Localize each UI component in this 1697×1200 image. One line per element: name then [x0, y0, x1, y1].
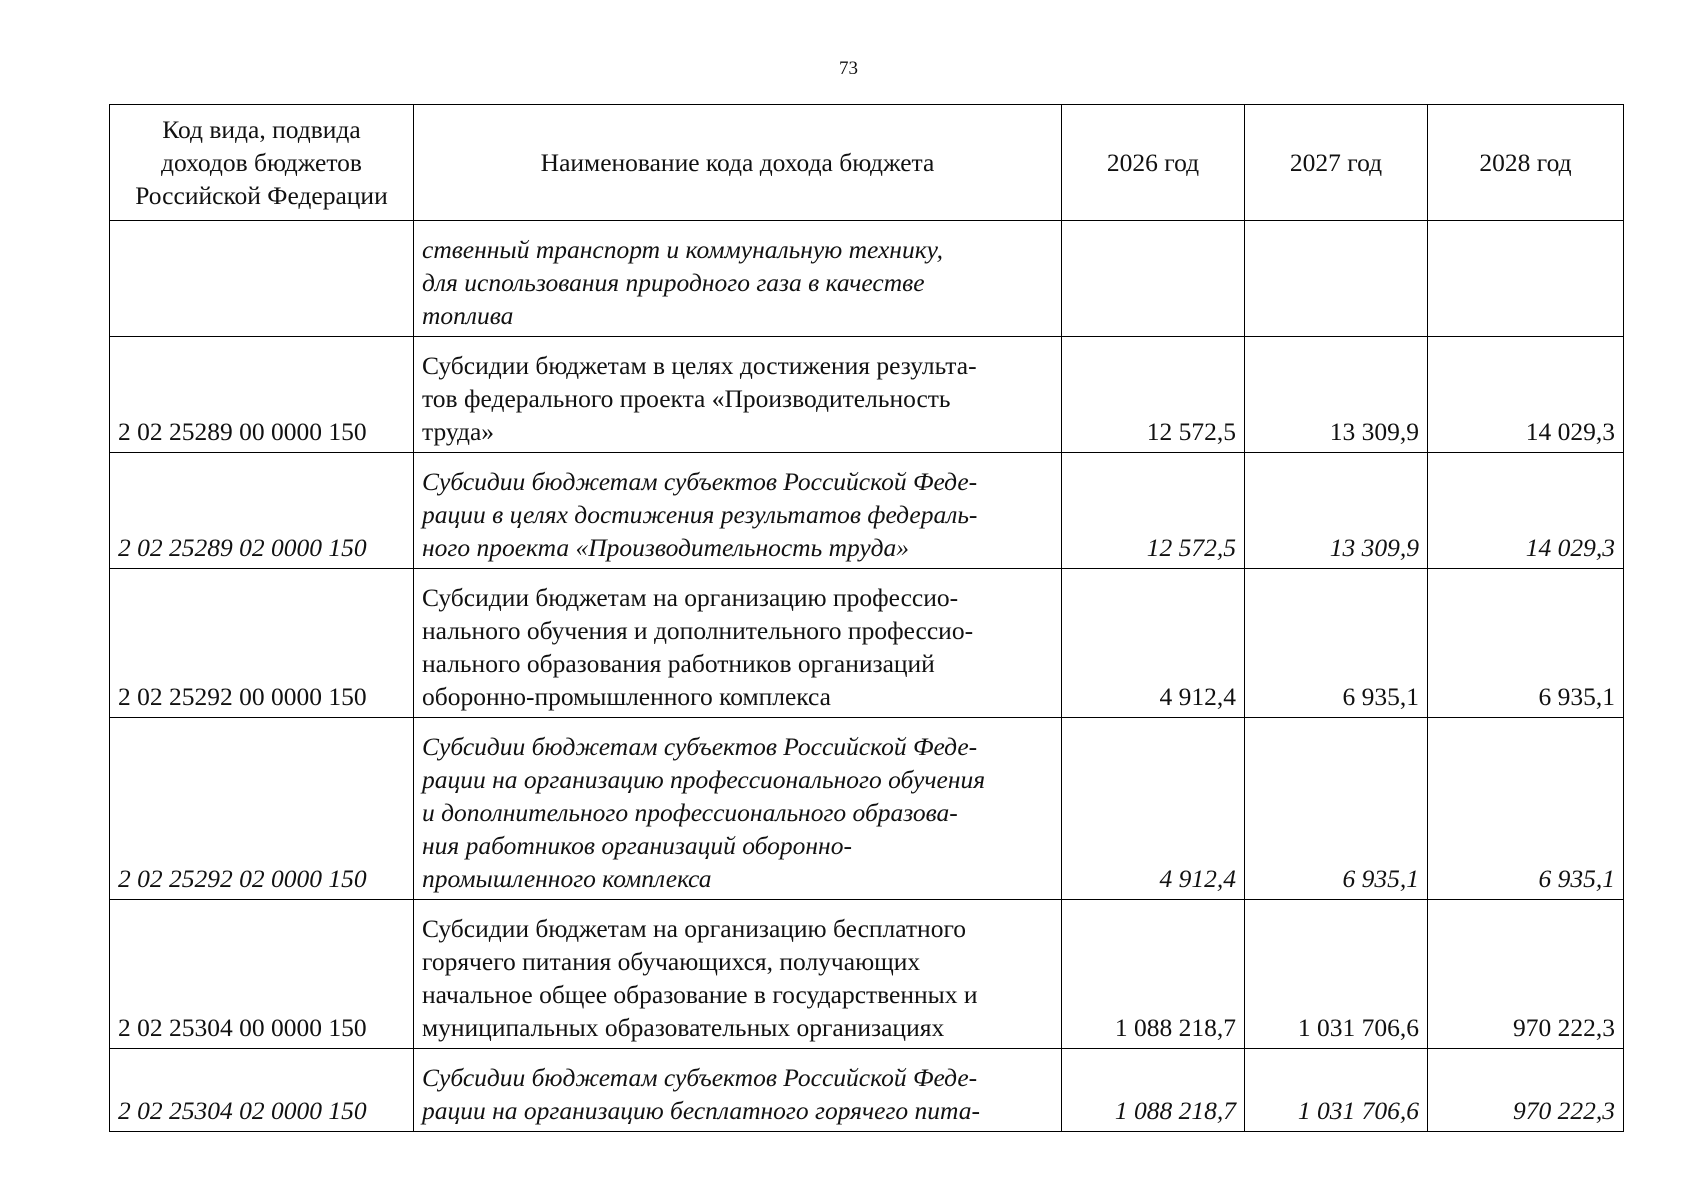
revenue-name-line: оборонно-промышленного комплекса: [422, 682, 831, 711]
header-year-2028: 2028 год: [1428, 105, 1624, 221]
table-row: [110, 221, 1624, 337]
revenue-name-line: ного проекта «Производительность труда»: [422, 533, 910, 562]
amount-2027-cell: 6 935,1: [1245, 569, 1428, 718]
table-header-row: [110, 105, 1624, 221]
amount-2027-cell: 1 031 706,6: [1245, 900, 1428, 1049]
amount-2027-cell: [1245, 221, 1428, 337]
table-row: [110, 1049, 1624, 1132]
revenue-name-line: Субсидии бюджетам на организацию бесплатного: [422, 914, 967, 943]
amount-2026-cell: 12 572,5: [1062, 337, 1245, 453]
amount-2026-cell: [1062, 221, 1245, 337]
amount-2028-cell: [1428, 221, 1624, 337]
revenue-name-line: топлива: [422, 301, 514, 330]
amount-2028-cell: 14 029,3: [1428, 337, 1624, 453]
revenue-name-line: ния работников организаций оборонно-: [422, 831, 852, 860]
revenue-name-line: горячего питания обучающихся, получающих: [422, 947, 921, 976]
table-row: [110, 337, 1624, 453]
revenue-name-line: Субсидии бюджетам субъектов Российской Феде-: [422, 467, 978, 496]
revenue-name-line: начальное общее образование в государственных и: [422, 980, 978, 1009]
revenue-name-line: Субсидии бюджетам в целях достижения результа-: [422, 351, 977, 380]
revenue-name-line: рации на организацию бесплатного горячего пита-: [422, 1096, 980, 1125]
revenue-name-line: Субсидии бюджетам субъектов Российской Феде-: [422, 732, 978, 761]
revenue-name-line: тов федерального проекта «Производительность: [422, 384, 951, 413]
header-code: Код вида, подвида доходов бюджетов Российской Федерации: [110, 105, 414, 221]
revenue-name-line: для использования природного газа в качестве: [422, 268, 925, 297]
revenue-code-cell: 2 02 25304 02 0000 150: [110, 1049, 414, 1132]
revenue-name-cell: [414, 221, 1062, 337]
revenue-name-cell: [414, 718, 1062, 900]
table-body: [110, 221, 1624, 1132]
revenue-name-line: рации на организацию профессионального обучения: [422, 765, 986, 794]
amount-2028-cell: 6 935,1: [1428, 718, 1624, 900]
amount-2026-cell: 12 572,5: [1062, 453, 1245, 569]
revenue-code-cell: 2 02 25289 02 0000 150: [110, 453, 414, 569]
revenue-code-cell: 2 02 25289 00 0000 150: [110, 337, 414, 453]
revenue-name-line: и дополнительного профессионального образова-: [422, 798, 958, 827]
header-name: Наименование кода дохода бюджета: [414, 105, 1062, 221]
table-row: [110, 453, 1624, 569]
revenue-name-cell: [414, 453, 1062, 569]
amount-2028-cell: 6 935,1: [1428, 569, 1624, 718]
revenue-code-cell: 2 02 25292 02 0000 150: [110, 718, 414, 900]
amount-2026-cell: 1 088 218,7: [1062, 900, 1245, 1049]
header-year-2026: 2026 год: [1062, 105, 1245, 221]
revenue-name-line: труда»: [422, 417, 495, 446]
revenue-code-cell: 2 02 25304 00 0000 150: [110, 900, 414, 1049]
revenue-name-cell: [414, 569, 1062, 718]
revenue-name-cell: [414, 900, 1062, 1049]
revenue-name-cell: [414, 1049, 1062, 1132]
revenue-name-line: нального обучения и дополнительного профессио-: [422, 616, 974, 645]
amount-2028-cell: 970 222,3: [1428, 1049, 1624, 1132]
amount-2028-cell: 14 029,3: [1428, 453, 1624, 569]
revenue-name-line: промышленного комплекса: [422, 864, 712, 893]
amount-2027-cell: 13 309,9: [1245, 337, 1428, 453]
revenue-name-line: Субсидии бюджетам субъектов Российской Феде-: [422, 1063, 978, 1092]
table-row: [110, 718, 1624, 900]
revenue-code-cell: 2 02 25292 00 0000 150: [110, 569, 414, 718]
revenue-name-line: Субсидии бюджетам на организацию профессио-: [422, 583, 959, 612]
revenue-code-cell: [110, 221, 414, 337]
revenue-name-line: муниципальных образовательных организациях: [422, 1013, 945, 1042]
amount-2026-cell: 4 912,4: [1062, 718, 1245, 900]
amount-2026-cell: 1 088 218,7: [1062, 1049, 1245, 1132]
amount-2027-cell: 1 031 706,6: [1245, 1049, 1428, 1132]
amount-2028-cell: 970 222,3: [1428, 900, 1624, 1049]
table-row: [110, 569, 1624, 718]
revenue-name-cell: [414, 337, 1062, 453]
budget-revenue-table: [109, 104, 1624, 1132]
table-row: [110, 900, 1624, 1049]
amount-2027-cell: 13 309,9: [1245, 453, 1428, 569]
revenue-name-line: ственный транспорт и коммунальную технику,: [422, 235, 944, 264]
revenue-name-line: нального образования работников организаций: [422, 649, 935, 678]
amount-2026-cell: 4 912,4: [1062, 569, 1245, 718]
header-year-2027: 2027 год: [1245, 105, 1428, 221]
amount-2027-cell: 6 935,1: [1245, 718, 1428, 900]
revenue-name-line: рации в целях достижения результатов федераль-: [422, 500, 978, 529]
page-number: 73: [839, 58, 858, 79]
